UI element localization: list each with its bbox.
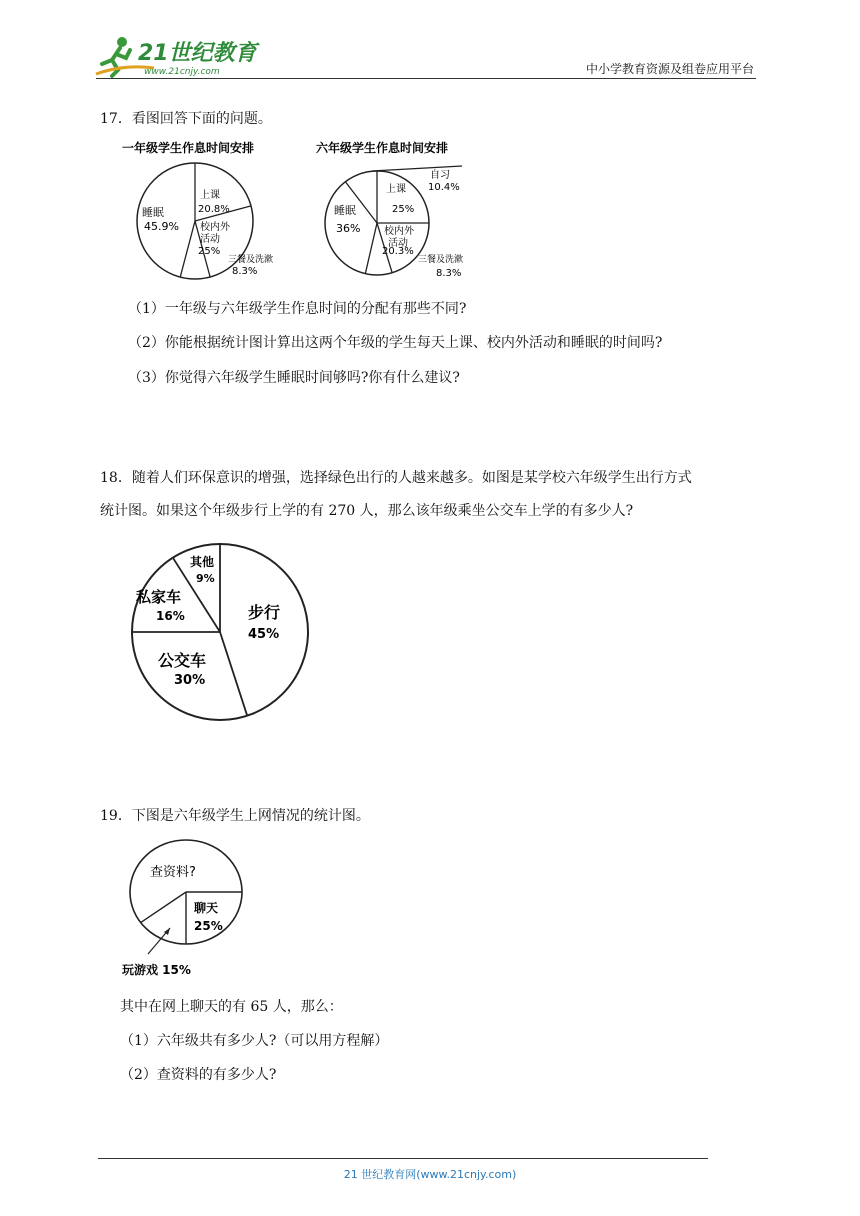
logo-url: www.21cnjy.com (144, 67, 220, 77)
pie-chart-travel (118, 536, 328, 726)
q17-sub3: （3）你觉得六年级学生睡眠时间够吗?你有什么建议? (128, 370, 460, 386)
slice-label: 活动 (388, 238, 408, 249)
footer-divider (98, 1158, 708, 1159)
q19-sub2: （2）查资料的有多少人? (120, 1067, 277, 1083)
q19-title: 19．下图是六年级学生上网情况的统计图。 (100, 808, 370, 824)
slice-label: 三餐及洗漱 (418, 255, 464, 265)
slice-label: 查资料? (150, 865, 196, 880)
slice-label: 步行 (248, 603, 281, 622)
slice-value: 30% (174, 673, 206, 688)
site-name: 中小学教育资源及组卷应用平台 (585, 62, 754, 76)
pie-chart-grade6 (312, 136, 487, 286)
slice-value: 45% (248, 627, 280, 642)
slice-value: 20.8% (198, 204, 230, 215)
q19-intro: 其中在网上聊天的有 65 人，那么： (120, 999, 343, 1015)
slice-divider (141, 892, 186, 923)
slice-value: 9% (196, 572, 215, 585)
q17-sub2: （2）你能根据统计图计算出这两个年级的学生每天上课、校内外活动和睡眠的时间吗? (128, 335, 663, 351)
header-divider (96, 78, 756, 79)
slice-divider (180, 221, 195, 277)
footer-text: 21 世纪教育网(www.21cnjy.com) (343, 1168, 517, 1181)
slice-divider (220, 632, 247, 716)
site-logo (94, 34, 264, 80)
slice-value: 10.4% (428, 182, 460, 193)
slice-value: 25% (392, 204, 415, 215)
q19-sub1: （1）六年级共有多少人?（可以用方程解） (120, 1033, 389, 1049)
slice-label: 睡眠 (142, 206, 164, 219)
slice-label: 三餐及洗漱 (228, 255, 274, 265)
slice-value: 16% (156, 609, 185, 623)
q17-sub1: （1）一年级与六年级学生作息时间的分配有那些不同? (128, 301, 467, 317)
slice-label: 公交车 (158, 651, 207, 670)
slice-value: 8.3% (436, 268, 462, 279)
q18-line2: 统计图。如果这个年级步行上学的有 270 人，那么该年级乘坐公交车上学的有多少人? (100, 503, 634, 519)
slice-label: 玩游戏 15% (122, 963, 191, 977)
slice-label: 上课 (200, 190, 220, 201)
slice-label: 校内外 (200, 222, 230, 233)
slice-value: 45.9% (144, 220, 179, 233)
slice-label: 聊天 (194, 901, 219, 915)
pie-chart-grade1 (120, 136, 285, 286)
q18-line1: 18．随着人们环保意识的增强，选择绿色出行的人越来越多。如图是某学校六年级学生出行方式 (100, 470, 692, 486)
slice-label: 私家车 (136, 588, 182, 606)
slice-label: 睡眠 (334, 204, 356, 217)
slice-divider (365, 223, 377, 274)
slice-label: 上课 (386, 184, 406, 195)
slice-value: 25% (194, 919, 223, 933)
slice-label: 校内外 (384, 226, 414, 237)
pie-chart-internet (118, 836, 258, 986)
slice-label: 其他 (190, 555, 215, 569)
slice-value: 20.3% (382, 246, 414, 257)
slice-label: 活动 (200, 234, 220, 245)
slice-label: 自习 (430, 170, 450, 181)
slice-value: 8.3% (232, 266, 258, 277)
slice-value: 25% (198, 246, 221, 257)
slice-value: 36% (336, 222, 361, 235)
logo-main: 21世纪教育 (138, 41, 257, 66)
chart1-title: 一年级学生作息时间安排 (122, 141, 255, 155)
q17-title: 17．看图回答下面的问题。 (100, 111, 272, 127)
chart2-title: 六年级学生作息时间安排 (316, 141, 449, 155)
